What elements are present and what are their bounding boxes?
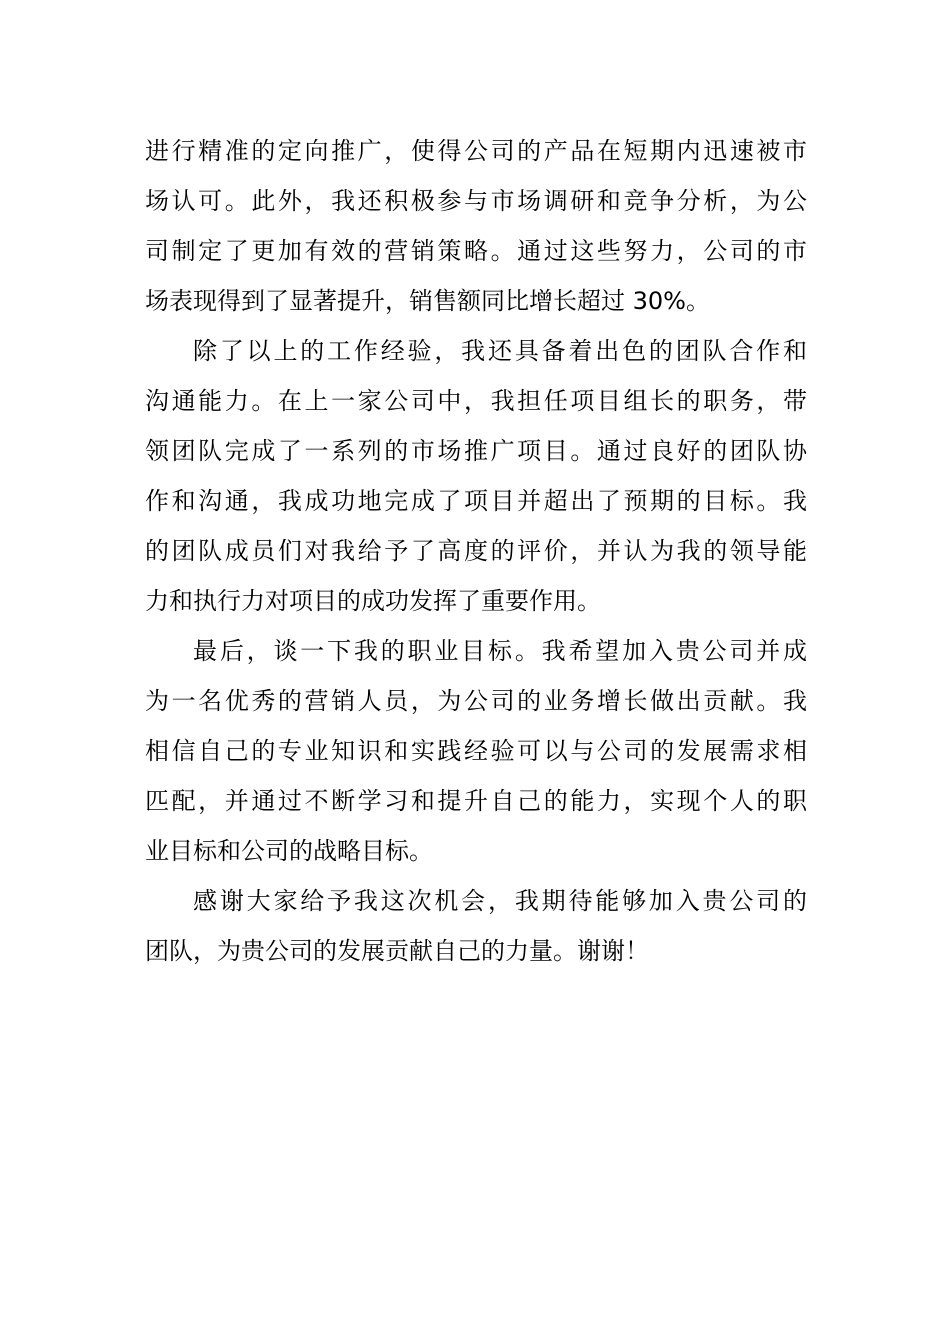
text-line: 感谢大家给予我这次机会，我期待能够加入贵公司的	[193, 887, 807, 915]
text-line: 匹配，并通过不断学习和提升自己的能力，实现个人的职	[145, 787, 807, 815]
text-line: 司制定了更加有效的营销策略。通过这些努力，公司的市	[145, 237, 807, 265]
text-line: 相信自己的专业知识和实践经验可以与公司的发展需求相	[145, 737, 807, 765]
text-line: 团队，为贵公司的发展贡献自己的力量。谢谢！	[145, 937, 649, 965]
text-line: 领团队完成了一系列的市场推广项目。通过良好的团队协	[145, 437, 807, 465]
document-body	[145, 126, 807, 976]
text-line: 力和执行力对项目的成功发挥了重要作用。	[145, 587, 601, 615]
text-line: 业目标和公司的战略目标。	[145, 837, 433, 865]
text-line: 沟通能力。在上一家公司中，我担任项目组长的职务，带	[145, 387, 807, 415]
paragraph-1	[145, 126, 807, 326]
paragraph-3	[145, 626, 807, 876]
text-line: 除了以上的工作经验，我还具备着出色的团队合作和	[193, 337, 807, 365]
text-line: 场表现得到了显著提升，销售额同比增长超过 30%。	[145, 287, 710, 315]
paragraph-4	[145, 876, 807, 976]
text-line: 的团队成员们对我给予了高度的评价，并认为我的领导能	[145, 537, 807, 565]
text-line: 场认可。此外，我还积极参与市场调研和竞争分析，为公	[145, 187, 807, 215]
text-line: 进行精准的定向推广，使得公司的产品在短期内迅速被市	[145, 137, 807, 165]
text-line: 最后，谈一下我的职业目标。我希望加入贵公司并成	[193, 637, 807, 665]
text-line: 作和沟通，我成功地完成了项目并超出了预期的目标。我	[145, 487, 807, 515]
paragraph-2	[145, 326, 807, 626]
text-line: 为一名优秀的营销人员，为公司的业务增长做出贡献。我	[145, 687, 807, 715]
